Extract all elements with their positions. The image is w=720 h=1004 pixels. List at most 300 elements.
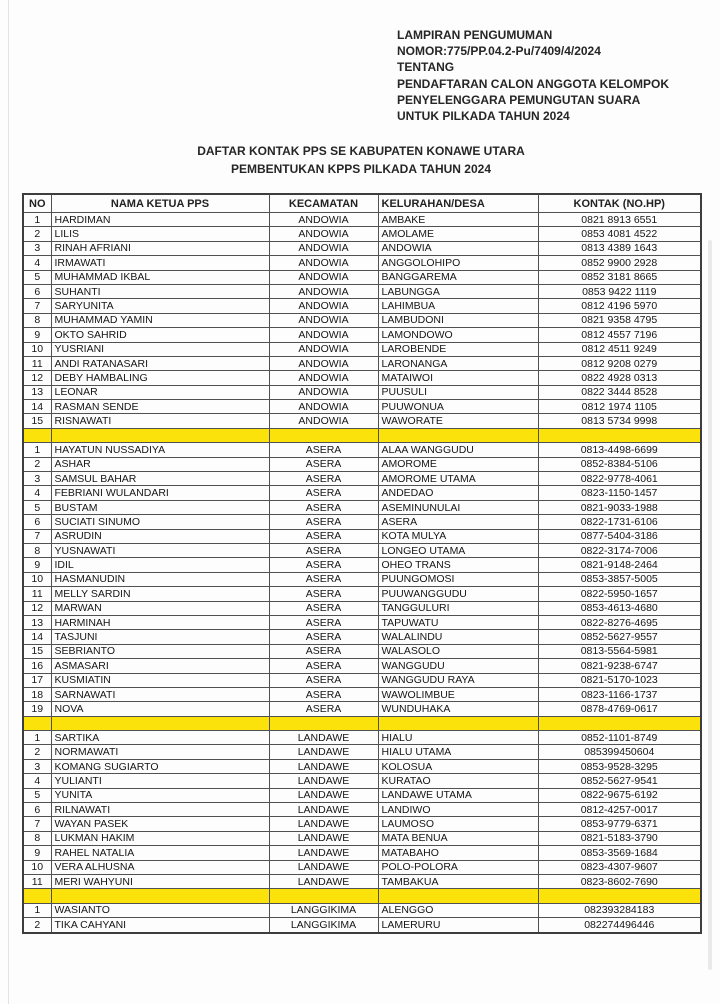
cell-kontak: 0822-9778-4061 [538, 472, 701, 486]
cell-no: 6 [23, 284, 51, 298]
cell-kelurahan-desa: LAUMOSO [378, 817, 538, 831]
cell-kelurahan-desa: MATA BENUA [378, 831, 538, 845]
cell-kelurahan-desa: ANDOWIA [378, 241, 538, 255]
cell-kontak: 0812-4257-0017 [538, 803, 701, 817]
table-row [23, 500, 701, 514]
cell-nama-ketua-pps: MUHAMMAD YAMIN [51, 313, 269, 327]
cell-kontak: 0853-3569-1684 [538, 846, 701, 860]
cell-no: 1 [23, 213, 51, 227]
cell-kecamatan: ANDOWIA [269, 213, 378, 227]
cell-kontak: 082393284183 [538, 903, 701, 917]
cell-kontak: 0821-9238-6747 [538, 659, 701, 673]
cell-kontak: 0823-8602-7690 [538, 874, 701, 888]
cell-kontak: 0853-9779-6371 [538, 817, 701, 831]
cell-kelurahan-desa: LANDAWE UTAMA [378, 788, 538, 802]
table-row [23, 687, 701, 701]
cell-kelurahan-desa: WUNDUHAKA [378, 702, 538, 716]
header-line-penyelenggara: PENYELENGGARA PEMUNGUTAN SUARA [397, 92, 641, 107]
separator-cell [269, 716, 378, 730]
cell-no: 7 [23, 299, 51, 313]
cell-no: 14 [23, 400, 51, 414]
cell-kecamatan: LANDAWE [269, 803, 378, 817]
cell-no: 3 [23, 759, 51, 773]
cell-no: 2 [23, 745, 51, 759]
cell-no: 10 [23, 342, 51, 356]
table-row [23, 356, 701, 370]
cell-kecamatan: ASERA [269, 486, 378, 500]
cell-no: 10 [23, 860, 51, 874]
cell-no: 4 [23, 774, 51, 788]
cell-kelurahan-desa: AMOLAME [378, 227, 538, 241]
cell-nama-ketua-pps: RASMAN SENDE [51, 400, 269, 414]
cell-no: 3 [23, 241, 51, 255]
cell-no: 10 [23, 572, 51, 586]
table-row [23, 213, 701, 227]
cell-kecamatan: ASERA [269, 630, 378, 644]
cell-no: 6 [23, 515, 51, 529]
cell-nama-ketua-pps: KOMANG SUGIARTO [51, 759, 269, 773]
cell-kecamatan: ANDOWIA [269, 414, 378, 428]
table-row [23, 803, 701, 817]
table-row [23, 587, 701, 601]
cell-kontak: 0821 9358 4795 [538, 313, 701, 327]
cell-kelurahan-desa: TAMBAKUA [378, 874, 538, 888]
table-row [23, 342, 701, 356]
cell-no: 11 [23, 874, 51, 888]
cell-kecamatan: ANDOWIA [269, 256, 378, 270]
table-row [23, 328, 701, 342]
cell-kelurahan-desa: AMOROME UTAMA [378, 472, 538, 486]
cell-nama-ketua-pps: YUSRIANI [51, 342, 269, 356]
cell-kelurahan-desa: PUUSULI [378, 385, 538, 399]
cell-kelurahan-desa: TAPUWATU [378, 615, 538, 629]
cell-nama-ketua-pps: FEBRIANI WULANDARI [51, 486, 269, 500]
cell-kecamatan: ASERA [269, 702, 378, 716]
cell-nama-ketua-pps: SARYUNITA [51, 299, 269, 313]
cell-kecamatan: ASERA [269, 587, 378, 601]
column-header-kelurahan-desa: KELURAHAN/DESA [378, 194, 538, 213]
cell-no: 2 [23, 918, 51, 933]
cell-kontak: 0821-5183-3790 [538, 831, 701, 845]
cell-kontak: 0821-9033-1988 [538, 500, 701, 514]
cell-kelurahan-desa: LAHIMBUA [378, 299, 538, 313]
cell-kontak: 0852-5627-9541 [538, 774, 701, 788]
cell-kontak: 0822-9675-6192 [538, 788, 701, 802]
table-row [23, 529, 701, 543]
cell-kelurahan-desa: MATABAHO [378, 846, 538, 860]
cell-kelurahan-desa: TANGGULURI [378, 601, 538, 615]
header-line-pendaftaran: PENDAFTARAN CALON ANGGOTA KELOMPOK [397, 76, 669, 91]
cell-kecamatan: ASERA [269, 457, 378, 471]
cell-kecamatan: LANDAWE [269, 745, 378, 759]
table-row [23, 731, 701, 745]
cell-kelurahan-desa: WALALINDU [378, 630, 538, 644]
document-title-line-2: PEMBENTUKAN KPPS PILKADA TAHUN 2024 [230, 162, 492, 176]
header-line-untuk-pilkada: UNTUK PILKADA TAHUN 2024 [397, 109, 570, 124]
cell-kelurahan-desa: LAMBUDONI [378, 313, 538, 327]
cell-no: 9 [23, 328, 51, 342]
cell-kelurahan-desa: LABUNGGA [378, 284, 538, 298]
table-row [23, 472, 701, 486]
cell-nama-ketua-pps: YUNITA [51, 788, 269, 802]
cell-kontak: 0878-4769-0617 [538, 702, 701, 716]
cell-kontak: 0852-5627-9557 [538, 630, 701, 644]
cell-no: 5 [23, 270, 51, 284]
table-row [23, 874, 701, 888]
cell-kontak: 0877-5404-3186 [538, 529, 701, 543]
pps-contact-table [22, 193, 702, 934]
cell-kontak: 0853-3857-5005 [538, 572, 701, 586]
cell-kecamatan: ASERA [269, 443, 378, 457]
cell-no: 2 [23, 457, 51, 471]
column-header-kecamatan: KECAMATAN [269, 194, 378, 213]
cell-kecamatan: LANDAWE [269, 817, 378, 831]
cell-kontak: 085399450604 [538, 745, 701, 759]
cell-kelurahan-desa: BANGGAREMA [378, 270, 538, 284]
cell-kontak: 0853 9422 1119 [538, 284, 701, 298]
column-header-kontak: KONTAK (NO.HP) [538, 194, 701, 213]
cell-no: 9 [23, 846, 51, 860]
cell-kelurahan-desa: LAROBENDE [378, 342, 538, 356]
cell-no: 6 [23, 803, 51, 817]
cell-kelurahan-desa: WAWORATE [378, 414, 538, 428]
cell-kontak: 0813 4389 1643 [538, 241, 701, 255]
table-row [23, 918, 701, 933]
cell-no: 14 [23, 630, 51, 644]
separator-cell [378, 716, 538, 730]
cell-no: 2 [23, 227, 51, 241]
table-row [23, 817, 701, 831]
cell-kelurahan-desa: PUUWANGGUDU [378, 587, 538, 601]
cell-kecamatan: LANDAWE [269, 731, 378, 745]
cell-no: 1 [23, 443, 51, 457]
cell-kecamatan: ANDOWIA [269, 313, 378, 327]
cell-nama-ketua-pps: HARMINAH [51, 615, 269, 629]
cell-kontak: 0822-1731-6106 [538, 515, 701, 529]
cell-kelurahan-desa: KOTA MULYA [378, 529, 538, 543]
separator-cell [51, 428, 269, 442]
cell-kelurahan-desa: KOLOSUA [378, 759, 538, 773]
cell-kontak: 0812 4196 5970 [538, 299, 701, 313]
table-row [23, 615, 701, 629]
cell-kelurahan-desa: OHEO TRANS [378, 558, 538, 572]
separator-cell [23, 716, 51, 730]
cell-nama-ketua-pps: WASIANTO [51, 903, 269, 917]
cell-kontak: 0812 4557 7196 [538, 328, 701, 342]
cell-nama-ketua-pps: ANDI RATANASARI [51, 356, 269, 370]
table-row [23, 745, 701, 759]
cell-kelurahan-desa: MATAIWOI [378, 371, 538, 385]
table-row [23, 371, 701, 385]
cell-nama-ketua-pps: IRMAWATI [51, 256, 269, 270]
cell-kecamatan: LANGGIKIMA [269, 903, 378, 917]
cell-kecamatan: ASERA [269, 558, 378, 572]
cell-nama-ketua-pps: ASHAR [51, 457, 269, 471]
scan-artifact-right-shadow [708, 240, 712, 970]
cell-no: 16 [23, 659, 51, 673]
cell-nama-ketua-pps: NORMAWATI [51, 745, 269, 759]
cell-kelurahan-desa: KURATAO [378, 774, 538, 788]
cell-kecamatan: LANDAWE [269, 831, 378, 845]
cell-kelurahan-desa: LAMERURU [378, 918, 538, 933]
separator-cell [51, 889, 269, 903]
cell-nama-ketua-pps: HAYATUN NUSSADIYA [51, 443, 269, 457]
cell-kontak: 0813-5564-5981 [538, 644, 701, 658]
cell-kecamatan: ASERA [269, 644, 378, 658]
column-header-no: NO [23, 194, 51, 213]
table-row [23, 270, 701, 284]
cell-kecamatan: ASERA [269, 601, 378, 615]
cell-kecamatan: LANDAWE [269, 774, 378, 788]
document-title-line-1: DAFTAR KONTAK PPS SE KABUPATEN KONAWE UTARA [197, 144, 525, 158]
cell-kecamatan: ASERA [269, 687, 378, 701]
cell-nama-ketua-pps: MUHAMMAD IKBAL [51, 270, 269, 284]
table-row [23, 659, 701, 673]
cell-kontak: 0823-1150-1457 [538, 486, 701, 500]
cell-nama-ketua-pps: HARDIMAN [51, 213, 269, 227]
cell-kecamatan: LANDAWE [269, 759, 378, 773]
cell-kontak: 0813 5734 9998 [538, 414, 701, 428]
cell-kontak: 0821-9148-2464 [538, 558, 701, 572]
table-row [23, 558, 701, 572]
cell-kecamatan: LANDAWE [269, 860, 378, 874]
table-row [23, 788, 701, 802]
table-row [23, 630, 701, 644]
cell-kelurahan-desa: WANGGUDU RAYA [378, 673, 538, 687]
scan-artifact-left-line [8, 0, 9, 1004]
cell-kecamatan: ANDOWIA [269, 284, 378, 298]
cell-kecamatan: ANDOWIA [269, 270, 378, 284]
cell-kontak: 0822-5950-1657 [538, 587, 701, 601]
section-separator-row [23, 428, 701, 442]
separator-cell [23, 428, 51, 442]
cell-kecamatan: ANDOWIA [269, 227, 378, 241]
separator-cell [378, 428, 538, 442]
cell-kecamatan: LANDAWE [269, 846, 378, 860]
table-row [23, 860, 701, 874]
cell-nama-ketua-pps: ASRUDIN [51, 529, 269, 543]
cell-kecamatan: ASERA [269, 659, 378, 673]
cell-kontak: 0812 4511 9249 [538, 342, 701, 356]
cell-no: 7 [23, 529, 51, 543]
separator-cell [538, 716, 701, 730]
cell-nama-ketua-pps: VERA ALHUSNA [51, 860, 269, 874]
cell-kecamatan: ANDOWIA [269, 241, 378, 255]
table-row [23, 572, 701, 586]
table-row [23, 515, 701, 529]
cell-kecamatan: ANDOWIA [269, 356, 378, 370]
table-row [23, 702, 701, 716]
cell-kelurahan-desa: LAMONDOWO [378, 328, 538, 342]
cell-nama-ketua-pps: WAYAN PASEK [51, 817, 269, 831]
table-row [23, 457, 701, 471]
cell-nama-ketua-pps: LILIS [51, 227, 269, 241]
table-row [23, 759, 701, 773]
cell-kontak: 0853-4613-4680 [538, 601, 701, 615]
cell-kelurahan-desa: LANDIWO [378, 803, 538, 817]
cell-no: 11 [23, 587, 51, 601]
table-row [23, 486, 701, 500]
cell-kelurahan-desa: POLO-POLORA [378, 860, 538, 874]
cell-nama-ketua-pps: RAHEL NATALIA [51, 846, 269, 860]
cell-nama-ketua-pps: HASMANUDIN [51, 572, 269, 586]
cell-no: 8 [23, 313, 51, 327]
cell-no: 13 [23, 385, 51, 399]
cell-nama-ketua-pps: SUHANTI [51, 284, 269, 298]
table-row [23, 846, 701, 860]
separator-cell [538, 889, 701, 903]
cell-kontak: 0852 9900 2928 [538, 256, 701, 270]
header-line-nomor: NOMOR:775/PP.04.2-Pu/7409/4/2024 [397, 44, 601, 59]
separator-cell [378, 889, 538, 903]
cell-nama-ketua-pps: LUKMAN HAKIM [51, 831, 269, 845]
cell-kontak: 0822 4928 0313 [538, 371, 701, 385]
cell-no: 17 [23, 673, 51, 687]
cell-no: 13 [23, 615, 51, 629]
column-header-nama-ketua-pps: NAMA KETUA PPS [51, 194, 269, 213]
cell-nama-ketua-pps: SUCIATI SINUMO [51, 515, 269, 529]
cell-nama-ketua-pps: OKTO SAHRID [51, 328, 269, 342]
table-row [23, 903, 701, 917]
table-row [23, 241, 701, 255]
separator-cell [51, 716, 269, 730]
cell-nama-ketua-pps: RINAH AFRIANI [51, 241, 269, 255]
table-header-row [23, 194, 701, 213]
cell-nama-ketua-pps: TIKA CAHYANI [51, 918, 269, 933]
cell-kecamatan: ANDOWIA [269, 385, 378, 399]
table-row [23, 673, 701, 687]
cell-nama-ketua-pps: RISNAWATI [51, 414, 269, 428]
header-line-tentang: TENTANG [397, 60, 455, 75]
cell-no: 19 [23, 702, 51, 716]
cell-kontak: 0823-1166-1737 [538, 687, 701, 701]
cell-kecamatan: LANGGIKIMA [269, 918, 378, 933]
separator-cell [269, 889, 378, 903]
cell-kelurahan-desa: ALENGGO [378, 903, 538, 917]
cell-kecamatan: ASERA [269, 500, 378, 514]
cell-nama-ketua-pps: DEBY HAMBALING [51, 371, 269, 385]
cell-kelurahan-desa: LARONANGA [378, 356, 538, 370]
cell-kelurahan-desa: PUUWONUA [378, 400, 538, 414]
cell-kelurahan-desa: HIALU [378, 731, 538, 745]
cell-kontak: 0813-4498-6699 [538, 443, 701, 457]
cell-no: 15 [23, 644, 51, 658]
cell-kecamatan: ANDOWIA [269, 328, 378, 342]
cell-kelurahan-desa: ANGGOLOHIPO [378, 256, 538, 270]
table-row [23, 299, 701, 313]
cell-kecamatan: ASERA [269, 515, 378, 529]
cell-kelurahan-desa: WAWOLIMBUE [378, 687, 538, 701]
section-separator-row [23, 889, 701, 903]
header-line-lampiran: LAMPIRAN PENGUMUMAN [397, 28, 553, 42]
separator-cell [538, 428, 701, 442]
table-row [23, 644, 701, 658]
cell-kecamatan: LANDAWE [269, 874, 378, 888]
table-row [23, 256, 701, 270]
cell-no: 8 [23, 543, 51, 557]
cell-nama-ketua-pps: ASMASARI [51, 659, 269, 673]
cell-nama-ketua-pps: BUSTAM [51, 500, 269, 514]
cell-kelurahan-desa: AMBAKE [378, 213, 538, 227]
cell-kelurahan-desa: WANGGUDU [378, 659, 538, 673]
cell-nama-ketua-pps: MERI WAHYUNI [51, 874, 269, 888]
cell-kelurahan-desa: LONGEO UTAMA [378, 543, 538, 557]
document-title [22, 142, 700, 178]
document-header-block [397, 27, 669, 124]
cell-nama-ketua-pps: KUSMIATIN [51, 673, 269, 687]
cell-kelurahan-desa: ASEMINUNULAI [378, 500, 538, 514]
cell-no: 12 [23, 371, 51, 385]
table-row [23, 774, 701, 788]
table-row [23, 227, 701, 241]
cell-kontak: 082274496446 [538, 918, 701, 933]
cell-kelurahan-desa: ASERA [378, 515, 538, 529]
cell-nama-ketua-pps: RILNAWATI [51, 803, 269, 817]
table-row [23, 414, 701, 428]
cell-kontak: 0853 4081 4522 [538, 227, 701, 241]
table-row [23, 385, 701, 399]
cell-nama-ketua-pps: SARTIKA [51, 731, 269, 745]
cell-kelurahan-desa: ANDEDAO [378, 486, 538, 500]
table-row [23, 400, 701, 414]
cell-kontak: 0852-8384-5106 [538, 457, 701, 471]
cell-no: 3 [23, 472, 51, 486]
cell-no: 1 [23, 903, 51, 917]
cell-no: 5 [23, 500, 51, 514]
separator-cell [269, 428, 378, 442]
cell-kontak: 0822-3174-7006 [538, 543, 701, 557]
cell-kontak: 0852-1101-8749 [538, 731, 701, 745]
table-row [23, 443, 701, 457]
table-row [23, 313, 701, 327]
cell-nama-ketua-pps: NOVA [51, 702, 269, 716]
cell-no: 12 [23, 601, 51, 615]
cell-kecamatan: ANDOWIA [269, 299, 378, 313]
cell-nama-ketua-pps: MARWAN [51, 601, 269, 615]
cell-nama-ketua-pps: IDIL [51, 558, 269, 572]
cell-no: 1 [23, 731, 51, 745]
cell-nama-ketua-pps: TASJUNI [51, 630, 269, 644]
cell-no: 9 [23, 558, 51, 572]
table-row [23, 284, 701, 298]
cell-nama-ketua-pps: MELLY SARDIN [51, 587, 269, 601]
cell-nama-ketua-pps: YULIANTI [51, 774, 269, 788]
cell-no: 11 [23, 356, 51, 370]
cell-kecamatan: ASERA [269, 673, 378, 687]
cell-kecamatan: ASERA [269, 472, 378, 486]
cell-nama-ketua-pps: LEONAR [51, 385, 269, 399]
cell-kecamatan: ASERA [269, 529, 378, 543]
section-separator-row [23, 716, 701, 730]
cell-kecamatan: ASERA [269, 615, 378, 629]
contact-table-body [23, 213, 701, 933]
separator-cell [23, 889, 51, 903]
cell-no: 18 [23, 687, 51, 701]
cell-no: 15 [23, 414, 51, 428]
cell-kontak: 0853-9528-3295 [538, 759, 701, 773]
cell-kelurahan-desa: HIALU UTAMA [378, 745, 538, 759]
cell-no: 8 [23, 831, 51, 845]
cell-kecamatan: ANDOWIA [269, 371, 378, 385]
cell-nama-ketua-pps: SARNAWATI [51, 687, 269, 701]
cell-nama-ketua-pps: SAMSUL BAHAR [51, 472, 269, 486]
cell-kecamatan: ANDOWIA [269, 342, 378, 356]
cell-kelurahan-desa: ALAA WANGGUDU [378, 443, 538, 457]
table-row [23, 601, 701, 615]
cell-kecamatan: LANDAWE [269, 788, 378, 802]
table-row [23, 543, 701, 557]
cell-no: 5 [23, 788, 51, 802]
